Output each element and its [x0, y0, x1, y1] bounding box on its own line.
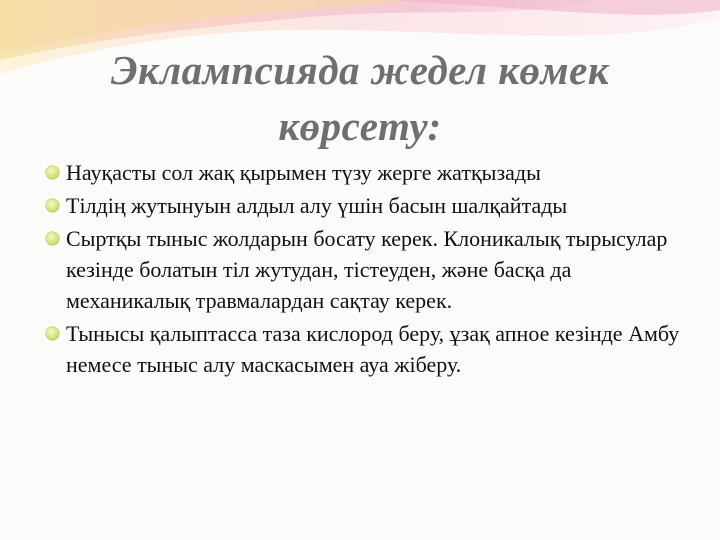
bullet-dot-icon — [46, 232, 59, 245]
bullet-dot-icon — [46, 327, 59, 340]
slide-title-line-1: Эклампсияда жедел көмек — [110, 47, 610, 93]
bullet-item — [44, 318, 694, 380]
slide-title — [60, 42, 660, 154]
bullet-item — [44, 190, 694, 221]
bullet-item — [44, 157, 694, 188]
bullet-dot-icon — [46, 199, 59, 212]
slide-title-line-2: көрсету: — [278, 103, 442, 149]
bullet-text: Сыртқы тыныс жолдарын босату керек. Клоникалық тырысулар кезінде болатын тіл жутудан, тістеуден, және басқа да механикалық травмалардан сақтау керек. — [66, 226, 668, 313]
bullet-text: Науқасты сол жақ қырымен түзу жерге жатқызады — [66, 160, 541, 185]
bullet-dot-icon — [46, 166, 59, 179]
bullet-item — [44, 223, 694, 316]
bullet-list — [44, 157, 694, 382]
bullet-text: Тынысы қалыптасса таза кислород беру, ұзақ апное кезінде Амбу немесе тыныс алу маскасымен ауа жіберу. — [66, 321, 680, 377]
bullet-text: Тілдің жутынуын алдыл алу үшін басын шалқайтады — [66, 193, 568, 218]
